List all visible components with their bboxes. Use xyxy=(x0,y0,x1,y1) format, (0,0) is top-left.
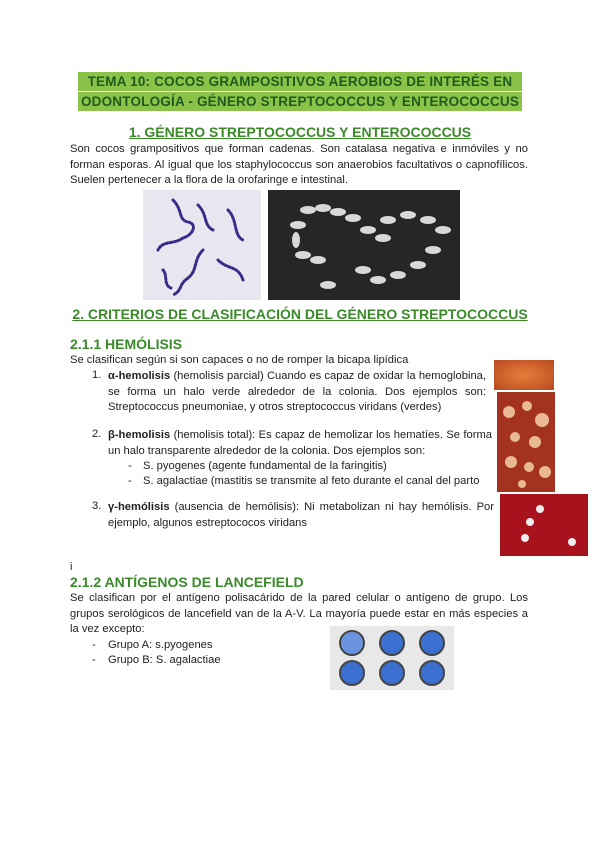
hemolisis-item-1-text: (hemolisis parcial) Cuando es capaz de oxidar la hemoglobina, se forma un halo verde alrededor de la colonia. Dos ejemplos son: Streptococcus pneumoniae, y otros streptococcus viridans (verdes) xyxy=(108,370,486,413)
section-2-heading: 2. CRITERIOS DE CLASIFICACIÓN DEL GÉNERO STREPTOCOCCUS xyxy=(72,306,528,322)
hemolisis-item-1-term: α-hemolisis xyxy=(108,370,171,382)
stray-character: i xyxy=(70,561,73,573)
lancefield-agglutination-card-image xyxy=(330,626,454,690)
alpha-hemolysis-plate-image xyxy=(494,360,554,390)
hemolisis-subitem-2: S. agalactiae (mastitis se transmite al feto durante el canal del parto xyxy=(143,475,480,487)
gamma-hemolysis-plate-image xyxy=(500,494,588,556)
hemolisis-item-1-number: 1. xyxy=(92,369,102,381)
hemolisis-subitem-1: S. pyogenes (agente fundamental de la faringitis) xyxy=(143,460,387,472)
hemolisis-item-2-number: 2. xyxy=(92,428,102,440)
hemolisis-item-2-text: (hemolisis total): Es capaz de hemolizar los hematíes. Se forma un halo transparente alrededor de la colonia. Dos ejemplos son: xyxy=(108,429,492,457)
hemolisis-item-2-term: β-hemolisis xyxy=(108,429,171,441)
hemolisis-item-2 xyxy=(108,428,492,459)
hemolisis-item-3 xyxy=(108,500,494,531)
lancefield-paragraph: Se clasifican por el antígeno polisacárido de la pared celular o antígeno de grupo. Los grupos serológicos de lancefield van de la A-V. La mayoría puede estar en más especies a la vez excepto: xyxy=(70,592,528,635)
electron-micrograph-image xyxy=(268,190,460,300)
lancefield-item-1: Grupo A: s.pyogenes xyxy=(108,639,213,651)
gram-stain-image xyxy=(143,190,261,300)
hemolisis-intro: Se clasifican según si son capaces o no de romper la bicapa lipídica xyxy=(70,354,409,366)
title-line-2: ODONTOLOGÍA - GÉNERO STREPTOCOCCUS Y ENTEROCOCCUS xyxy=(78,92,522,111)
section-1-paragraph: Son cocos grampositivos que forman cadenas. Son catalasa negativa e inmóviles y no forman esporas. Al igual que los staphylococcus son anaerobios facultativos o capnofílicos. Suelen pertenecer a la flora de la orofaringe e intestinal. xyxy=(70,143,528,186)
dash-bullet: - xyxy=(92,654,96,666)
hemolisis-item-1 xyxy=(108,369,486,416)
title-line-1: TEMA 10: COCOS GRAMPOSITIVOS AEROBIOS DE INTERÉS EN xyxy=(78,72,522,91)
hemolisis-item-3-number: 3. xyxy=(92,500,102,512)
hemolisis-heading: 2.1.1 HEMÓLISIS xyxy=(70,336,183,352)
beta-hemolysis-plate-image xyxy=(497,392,555,492)
hemolisis-item-3-term: γ-hemólisis xyxy=(108,501,170,513)
dash-bullet: - xyxy=(128,475,132,487)
lancefield-heading: 2.1.2 ANTÍGENOS DE LANCEFIELD xyxy=(70,574,304,590)
hemolisis-item-3-text: (ausencia de hemólisis): Ni metabolizan ni hay hemólisis. Por ejemplo, algunos estreptococos viridans xyxy=(108,501,494,529)
dash-bullet: - xyxy=(128,460,132,472)
dash-bullet: - xyxy=(92,639,96,651)
lancefield-item-2: Grupo B: S. agalactiae xyxy=(108,654,221,666)
section-1-heading: 1. GÉNERO STREPTOCOCCUS Y ENTEROCOCCUS xyxy=(128,124,472,140)
